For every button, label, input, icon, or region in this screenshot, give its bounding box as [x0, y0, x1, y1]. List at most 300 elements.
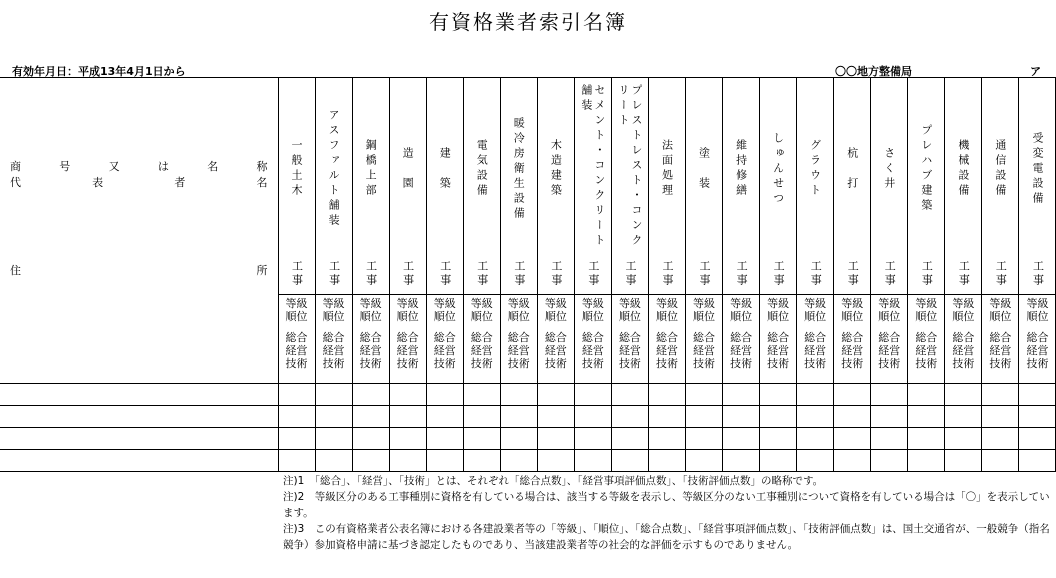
work-type-name: プレハブ建築 [919, 124, 933, 214]
rank-technical-label: 技術 [655, 357, 678, 370]
table-cell [908, 450, 945, 472]
work-type-name: プレストレスト・コンクリート [616, 84, 643, 249]
work-type-suffix: 工事 [1031, 260, 1045, 288]
note-1: 注)1 「総合」、「経営」、「技術」とは、それぞれ「総合点数」、「経営事項評価点数」、「技術評価点数」の略称です。 [283, 475, 824, 487]
work-type-name: 暖冷房衛生設備 [512, 116, 526, 222]
rank-technical-label: 技術 [952, 357, 975, 370]
work-type-header [648, 78, 685, 295]
rank-technical-label: 技術 [618, 357, 641, 370]
rank-technical-label: 技術 [989, 357, 1012, 370]
rank-order-label: 順位 [507, 310, 530, 323]
rank-total-label: 総合 [989, 331, 1012, 344]
rank-grade-label: 等級 [989, 297, 1012, 310]
table-cell [723, 450, 760, 472]
work-type-suffix: 工事 [883, 260, 897, 288]
rank-technical-label: 技術 [470, 357, 493, 370]
header-char: 代 [10, 176, 21, 189]
rank-order-label: 順位 [396, 310, 419, 323]
note-3: 注)3 この有資格業者公表名簿における各建設業者等の「等級」、「順位」、「総合点数」、「経営事項評価点数」、「技術評価点数」は、国土交通省が、一般競争（指名競争）参加資格申請に基づき認定したものであり、当該建設業者等の社会的な評価を示すものでありません。 [283, 523, 1050, 551]
header-char: 名 [207, 160, 219, 173]
header-char: 住 [10, 264, 21, 277]
rank-technical-label: 技術 [804, 357, 827, 370]
table-cell [426, 406, 463, 428]
rank-total-label: 総合 [693, 331, 716, 344]
work-type-name: 維持修繕 [734, 139, 748, 199]
table-cell [426, 384, 463, 406]
work-type-name: 木造建築 [549, 139, 563, 199]
table-cell [1019, 450, 1056, 472]
header-char: 商 [10, 160, 21, 173]
work-type-name: アスファルト舗装 [327, 109, 341, 229]
rank-technical-label: 技術 [730, 357, 753, 370]
work-type-name: 受変電設備 [1030, 131, 1044, 207]
rank-management-label: 経営 [470, 344, 493, 357]
table-cell [500, 406, 537, 428]
table-cell [908, 428, 945, 450]
table-cell [760, 406, 797, 428]
rank-total-label: 総合 [581, 331, 604, 344]
rank-label-cell [871, 295, 908, 384]
work-type-header [834, 78, 871, 295]
table-cell [574, 384, 611, 406]
work-type-header [500, 78, 537, 295]
table-cell [463, 406, 500, 428]
rank-grade-label: 等級 [767, 297, 790, 310]
table-cell [611, 384, 648, 406]
table-cell [723, 384, 760, 406]
rank-order-label: 順位 [989, 310, 1012, 323]
table-cell [982, 384, 1019, 406]
rank-technical-label: 技術 [544, 357, 567, 370]
rank-label-cell [352, 295, 389, 384]
rank-total-label: 総合 [544, 331, 567, 344]
work-type-header [426, 78, 463, 295]
rank-label-cell [908, 295, 945, 384]
rank-management-label: 経営 [915, 344, 938, 357]
work-type-name: 一般土木 [290, 139, 304, 199]
contractor-table [0, 77, 1056, 472]
table-cell [278, 406, 315, 428]
work-type-suffix: 工事 [290, 260, 304, 288]
rank-label-cell [278, 295, 315, 384]
rank-order-label: 順位 [581, 310, 604, 323]
work-type-name: 通信設備 [993, 139, 1007, 199]
rank-management-label: 経営 [581, 344, 604, 357]
table-cell [1019, 384, 1056, 406]
rank-order-label: 順位 [433, 310, 456, 323]
rank-grade-label: 等級 [581, 297, 604, 310]
rank-order-label: 順位 [730, 310, 753, 323]
rank-total-label: 総合 [804, 331, 827, 344]
rank-order-label: 順位 [767, 310, 790, 323]
work-type-suffix: 工事 [994, 260, 1008, 288]
work-type-header [389, 78, 426, 295]
rank-grade-label: 等級 [544, 297, 567, 310]
table-row [0, 384, 1056, 406]
rank-technical-label: 技術 [507, 357, 530, 370]
table-row [0, 428, 1056, 450]
rank-technical-label: 技術 [359, 357, 382, 370]
rank-total-label: 総合 [1026, 331, 1049, 344]
kana-index: ア [1030, 65, 1041, 78]
table-cell [611, 406, 648, 428]
work-type-name: 造 園 [401, 146, 415, 192]
work-type-header [945, 78, 982, 295]
rank-technical-label: 技術 [915, 357, 938, 370]
rank-label-cell [426, 295, 463, 384]
rank-order-label: 順位 [878, 310, 901, 323]
rank-technical-label: 技術 [396, 357, 419, 370]
address-label [10, 262, 268, 278]
table-row [0, 406, 1056, 428]
rank-management-label: 経営 [804, 344, 827, 357]
company-header-cell [0, 78, 278, 384]
work-type-suffix: 工事 [438, 260, 452, 288]
rank-technical-label: 技術 [285, 357, 308, 370]
meta-row [0, 63, 1056, 77]
work-type-header [463, 78, 500, 295]
table-cell [797, 406, 834, 428]
table-cell [278, 450, 315, 472]
table-cell [945, 384, 982, 406]
table-cell [834, 384, 871, 406]
table-cell [500, 428, 537, 450]
table-cell [1019, 428, 1056, 450]
rank-technical-label: 技術 [878, 357, 901, 370]
table-cell [537, 384, 574, 406]
table-cell [500, 450, 537, 472]
table-cell [315, 384, 352, 406]
table-cell [389, 384, 426, 406]
table-cell [871, 428, 908, 450]
header-char: は [157, 160, 169, 173]
representative-label [10, 174, 268, 190]
rank-grade-label: 等級 [1026, 297, 1049, 310]
rank-grade-label: 等級 [915, 297, 938, 310]
rank-label-cell [389, 295, 426, 384]
work-type-header [908, 78, 945, 295]
rank-label-cell [463, 295, 500, 384]
table-cell [537, 450, 574, 472]
header-char: 者 [174, 176, 186, 189]
rank-management-label: 経営 [655, 344, 678, 357]
table-cell [797, 450, 834, 472]
work-type-suffix: 工事 [920, 260, 934, 288]
work-type-suffix: 工事 [364, 260, 378, 288]
rank-total-label: 総合 [618, 331, 641, 344]
rank-grade-label: 等級 [396, 297, 419, 310]
work-type-header [982, 78, 1019, 295]
rank-management-label: 経営 [693, 344, 716, 357]
rank-technical-label: 技術 [322, 357, 345, 370]
rank-management-label: 経営 [989, 344, 1012, 357]
table-cell [611, 428, 648, 450]
work-type-name: 杭 打 [845, 146, 859, 192]
work-type-name: 機械設備 [956, 139, 970, 199]
notes [283, 473, 1053, 553]
header-char: 又 [108, 160, 120, 173]
note-2: 注)2 等級区分のある工事種別に資格を有している場合は、該当する等級を表示し、等級区分のない工事種別について資格を有している場合は「〇」を表示しています。 [283, 491, 1050, 519]
rank-management-label: 経営 [841, 344, 864, 357]
rank-label-cell [982, 295, 1019, 384]
rank-management-label: 経営 [1026, 344, 1049, 357]
work-type-header [537, 78, 574, 295]
table-cell [908, 406, 945, 428]
rank-grade-label: 等級 [878, 297, 901, 310]
work-type-header [797, 78, 834, 295]
valid-date: 有効年月日：平成13年4月1日から [12, 65, 186, 78]
rank-label-cell [834, 295, 871, 384]
rank-order-label: 順位 [359, 310, 382, 323]
table-cell [723, 406, 760, 428]
work-type-name: しゅんせつ [771, 131, 785, 207]
table-cell [797, 384, 834, 406]
work-type-name: 法面処理 [660, 139, 674, 199]
table-cell [760, 450, 797, 472]
rank-order-label: 順位 [952, 310, 975, 323]
table-cell [352, 406, 389, 428]
rank-grade-label: 等級 [730, 297, 753, 310]
work-type-name: セメント・コンクリート舗装 [579, 84, 606, 249]
table-cell [648, 384, 685, 406]
table-cell [426, 450, 463, 472]
header-char: 号 [59, 160, 71, 173]
rank-total-label: 総合 [655, 331, 678, 344]
work-type-suffix: 工事 [549, 260, 563, 288]
table-cell [463, 428, 500, 450]
rank-order-label: 順位 [285, 310, 308, 323]
header-row-work-types [0, 78, 1056, 295]
table-cell [389, 450, 426, 472]
rank-grade-label: 等級 [359, 297, 382, 310]
work-type-header [871, 78, 908, 295]
rank-label-cell [574, 295, 611, 384]
work-type-name: 建 築 [438, 146, 452, 192]
work-type-suffix: 工事 [735, 260, 749, 288]
table-cell [686, 384, 723, 406]
table-cell [871, 450, 908, 472]
rank-management-label: 経営 [433, 344, 456, 357]
rank-management-label: 経営 [878, 344, 901, 357]
table-cell [389, 428, 426, 450]
header-char: 所 [256, 264, 268, 277]
rank-total-label: 総合 [767, 331, 790, 344]
rank-total-label: 総合 [396, 331, 419, 344]
rank-technical-label: 技術 [581, 357, 604, 370]
table-cell [574, 428, 611, 450]
table-cell [834, 406, 871, 428]
rank-total-label: 総合 [878, 331, 901, 344]
rank-management-label: 経営 [359, 344, 382, 357]
rank-label-cell [1019, 295, 1056, 384]
rank-total-label: 総合 [433, 331, 456, 344]
table-cell [278, 384, 315, 406]
rank-grade-label: 等級 [618, 297, 641, 310]
rank-technical-label: 技術 [693, 357, 716, 370]
rank-management-label: 経営 [322, 344, 345, 357]
work-type-header [574, 78, 611, 295]
table-cell [537, 428, 574, 450]
table-cell [352, 450, 389, 472]
table-cell [315, 450, 352, 472]
table-cell [945, 428, 982, 450]
rank-total-label: 総合 [285, 331, 308, 344]
table-cell [611, 450, 648, 472]
work-type-header [315, 78, 352, 295]
table-cell [1019, 406, 1056, 428]
table-cell [389, 406, 426, 428]
rank-order-label: 順位 [1026, 310, 1049, 323]
rank-total-label: 総合 [915, 331, 938, 344]
table-cell [0, 428, 278, 450]
rank-total-label: 総合 [841, 331, 864, 344]
table-cell [463, 384, 500, 406]
work-type-suffix: 工事 [957, 260, 971, 288]
rank-management-label: 経営 [507, 344, 530, 357]
rank-label-cell [760, 295, 797, 384]
table-cell [352, 428, 389, 450]
rank-technical-label: 技術 [433, 357, 456, 370]
rank-grade-label: 等級 [841, 297, 864, 310]
work-type-name: 鋼橋上部 [364, 139, 378, 199]
rank-total-label: 総合 [952, 331, 975, 344]
table-cell [315, 428, 352, 450]
rank-total-label: 総合 [730, 331, 753, 344]
work-type-name: さく井 [882, 146, 896, 192]
rank-order-label: 順位 [544, 310, 567, 323]
work-type-suffix: 工事 [327, 260, 341, 288]
work-type-suffix: 工事 [401, 260, 415, 288]
table-cell [574, 450, 611, 472]
work-type-suffix: 工事 [809, 260, 823, 288]
header-char: 名 [256, 176, 268, 189]
table-cell [648, 406, 685, 428]
work-type-suffix: 工事 [586, 260, 600, 288]
table-cell [834, 450, 871, 472]
work-type-header [1019, 78, 1056, 295]
work-type-suffix: 工事 [846, 260, 860, 288]
table-cell [723, 428, 760, 450]
table-cell [0, 406, 278, 428]
rank-management-label: 経営 [544, 344, 567, 357]
table-cell [686, 450, 723, 472]
table-cell [537, 406, 574, 428]
work-type-suffix: 工事 [772, 260, 786, 288]
rank-label-cell [611, 295, 648, 384]
work-type-header [352, 78, 389, 295]
rank-grade-label: 等級 [285, 297, 308, 310]
work-type-name: 塗 装 [697, 146, 711, 192]
work-type-suffix: 工事 [623, 260, 637, 288]
rank-label-cell [945, 295, 982, 384]
office-name: 〇〇地方整備局 [835, 65, 912, 78]
rank-label-cell [537, 295, 574, 384]
table-cell [278, 428, 315, 450]
table-cell [648, 450, 685, 472]
rank-total-label: 総合 [507, 331, 530, 344]
rank-order-label: 順位 [915, 310, 938, 323]
rank-total-label: 総合 [470, 331, 493, 344]
rank-grade-label: 等級 [322, 297, 345, 310]
rank-management-label: 経営 [285, 344, 308, 357]
table-row [0, 450, 1056, 472]
rank-grade-label: 等級 [655, 297, 678, 310]
rank-grade-label: 等級 [433, 297, 456, 310]
rank-order-label: 順位 [841, 310, 864, 323]
rank-grade-label: 等級 [507, 297, 530, 310]
header-char: 称 [256, 160, 268, 173]
header-char: 表 [92, 176, 104, 189]
table-cell [760, 384, 797, 406]
rank-label-cell [315, 295, 352, 384]
table-cell [871, 384, 908, 406]
rank-order-label: 順位 [322, 310, 345, 323]
rank-total-label: 総合 [359, 331, 382, 344]
rank-management-label: 経営 [618, 344, 641, 357]
company-name-label [10, 158, 268, 174]
table-cell [797, 428, 834, 450]
rank-management-label: 経営 [767, 344, 790, 357]
rank-label-cell [648, 295, 685, 384]
table-cell [982, 450, 1019, 472]
rank-grade-label: 等級 [804, 297, 827, 310]
rank-order-label: 順位 [618, 310, 641, 323]
table-cell [945, 406, 982, 428]
rank-label-cell [500, 295, 537, 384]
rank-technical-label: 技術 [841, 357, 864, 370]
rank-order-label: 順位 [804, 310, 827, 323]
work-type-suffix: 工事 [475, 260, 489, 288]
table-cell [871, 406, 908, 428]
table-cell [686, 406, 723, 428]
table-cell [908, 384, 945, 406]
rank-grade-label: 等級 [952, 297, 975, 310]
table-cell [686, 428, 723, 450]
rank-label-cell [686, 295, 723, 384]
rank-management-label: 経営 [952, 344, 975, 357]
rank-management-label: 経営 [396, 344, 419, 357]
work-type-header [686, 78, 723, 295]
work-type-name: 電気設備 [475, 139, 489, 199]
table-cell [315, 406, 352, 428]
work-type-suffix: 工事 [698, 260, 712, 288]
page-title: 有資格業者索引名簿 [429, 10, 627, 34]
rank-management-label: 経営 [730, 344, 753, 357]
rank-order-label: 順位 [693, 310, 716, 323]
work-type-name: グラウト [808, 139, 822, 199]
table-cell [352, 384, 389, 406]
table-cell [945, 450, 982, 472]
table-cell [982, 428, 1019, 450]
table-cell [0, 450, 278, 472]
rank-technical-label: 技術 [767, 357, 790, 370]
table-cell [982, 406, 1019, 428]
table-cell [834, 428, 871, 450]
table-cell [574, 406, 611, 428]
rank-total-label: 総合 [322, 331, 345, 344]
rank-technical-label: 技術 [1026, 357, 1049, 370]
rank-order-label: 順位 [655, 310, 678, 323]
work-type-header [611, 78, 648, 295]
rank-grade-label: 等級 [470, 297, 493, 310]
rank-grade-label: 等級 [693, 297, 716, 310]
table-cell [0, 384, 278, 406]
table-cell [648, 428, 685, 450]
table-cell [760, 428, 797, 450]
work-type-header [760, 78, 797, 295]
work-type-suffix: 工事 [512, 260, 526, 288]
work-type-suffix: 工事 [661, 260, 674, 288]
